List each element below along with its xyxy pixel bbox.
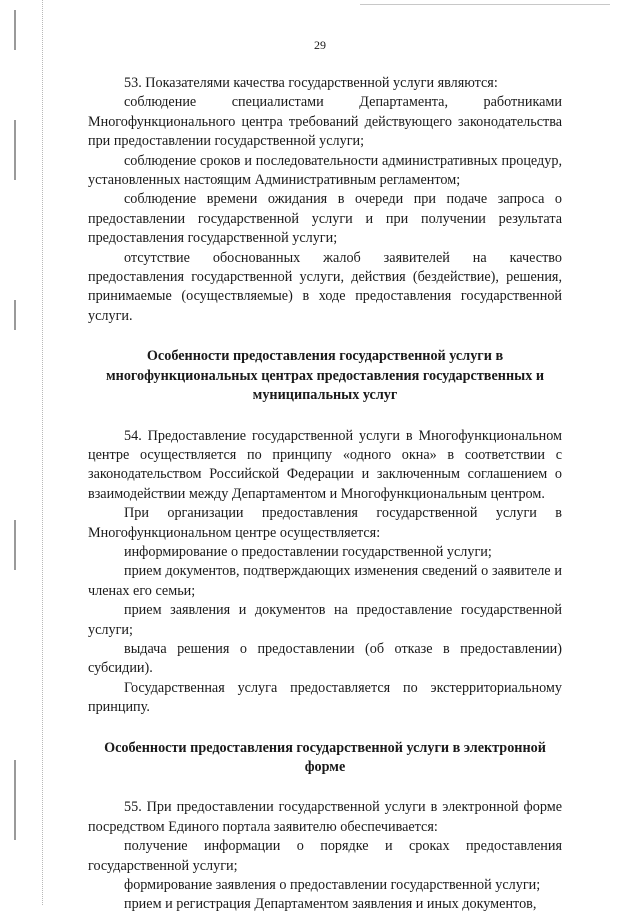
heading-mfc-section: Особенности предоставления государственной услуги в многофункциональных центрах предоставления государственных и муниципальных услуг — [105, 348, 545, 404]
paragraph-53-item: соблюдение специалистами Департамента, работниками Многофункционального центра требований действующего законодательства при предоставлении государственной услуги; — [88, 94, 562, 150]
paragraph-54-item: прием документов, подтверждающих изменения сведений о заявителе и членах его семьи; — [88, 563, 562, 599]
page-number: 29 — [314, 38, 326, 52]
paragraph-54: 54. Предоставление государственной услуги в Многофункциональном центре осуществляется по принципу «одного окна» в соответствии с законодательством Российской Федерации и заключенным соглашением о взаимодействии между Департаментом и Многофункциональным центром. — [88, 427, 562, 502]
paragraph-54-item: Государственная услуга предоставляется по экстерриториальному принципу. — [88, 679, 562, 716]
paragraph-54-item: прием заявления и документов на предоставление государственной услуги; — [88, 602, 562, 638]
document-body — [88, 74, 562, 915]
scan-top-rule — [360, 4, 610, 5]
scan-binding-edge — [4, 0, 43, 905]
paragraph-54-item: информирование о предоставлении государственной услуги; — [124, 543, 492, 560]
paragraph-54-item: При организации предоставления государственной услуги в Многофункциональном центре осуществляется: — [88, 505, 562, 541]
paragraph-55-item: прием и регистрация Департаментом заявления и иных документов, — [124, 896, 537, 913]
paragraph-53: 53. Показателями качества государственной услуги являются: — [124, 75, 498, 91]
paragraph-55-item: получение информации о порядке и сроках предоставления государственной услуги; — [88, 838, 562, 874]
paragraph-55-item: формирование заявления о предоставлении государственной услуги; — [124, 877, 541, 894]
heading-electronic-section: Особенности предоставления государственной услуги в электронной форме — [104, 739, 546, 775]
paragraph-53-item: соблюдение сроков и последовательности административных процедур, установленных настоящим Административным регламентом; — [88, 152, 562, 189]
paragraph-53-item: отсутствие обоснованных жалоб заявителей на качество предоставления государственной услуги, действия (бездействие), решения, принимаемые (осуществляемые) в ходе предоставления государственной услуги. — [88, 249, 562, 324]
paragraph-53-item: соблюдение времени ожидания в очереди при подаче запроса о предоставлении государственной услуги и при получении результата предоставления государственной услуги; — [88, 191, 562, 247]
paragraph-54-item: выдача решения о предоставлении (об отказе в предоставлении) субсидии). — [88, 640, 562, 677]
paragraph-55: 55. При предоставлении государственной услуги в электронной форме посредством Единого портала заявителю обеспечивается: — [88, 799, 562, 835]
